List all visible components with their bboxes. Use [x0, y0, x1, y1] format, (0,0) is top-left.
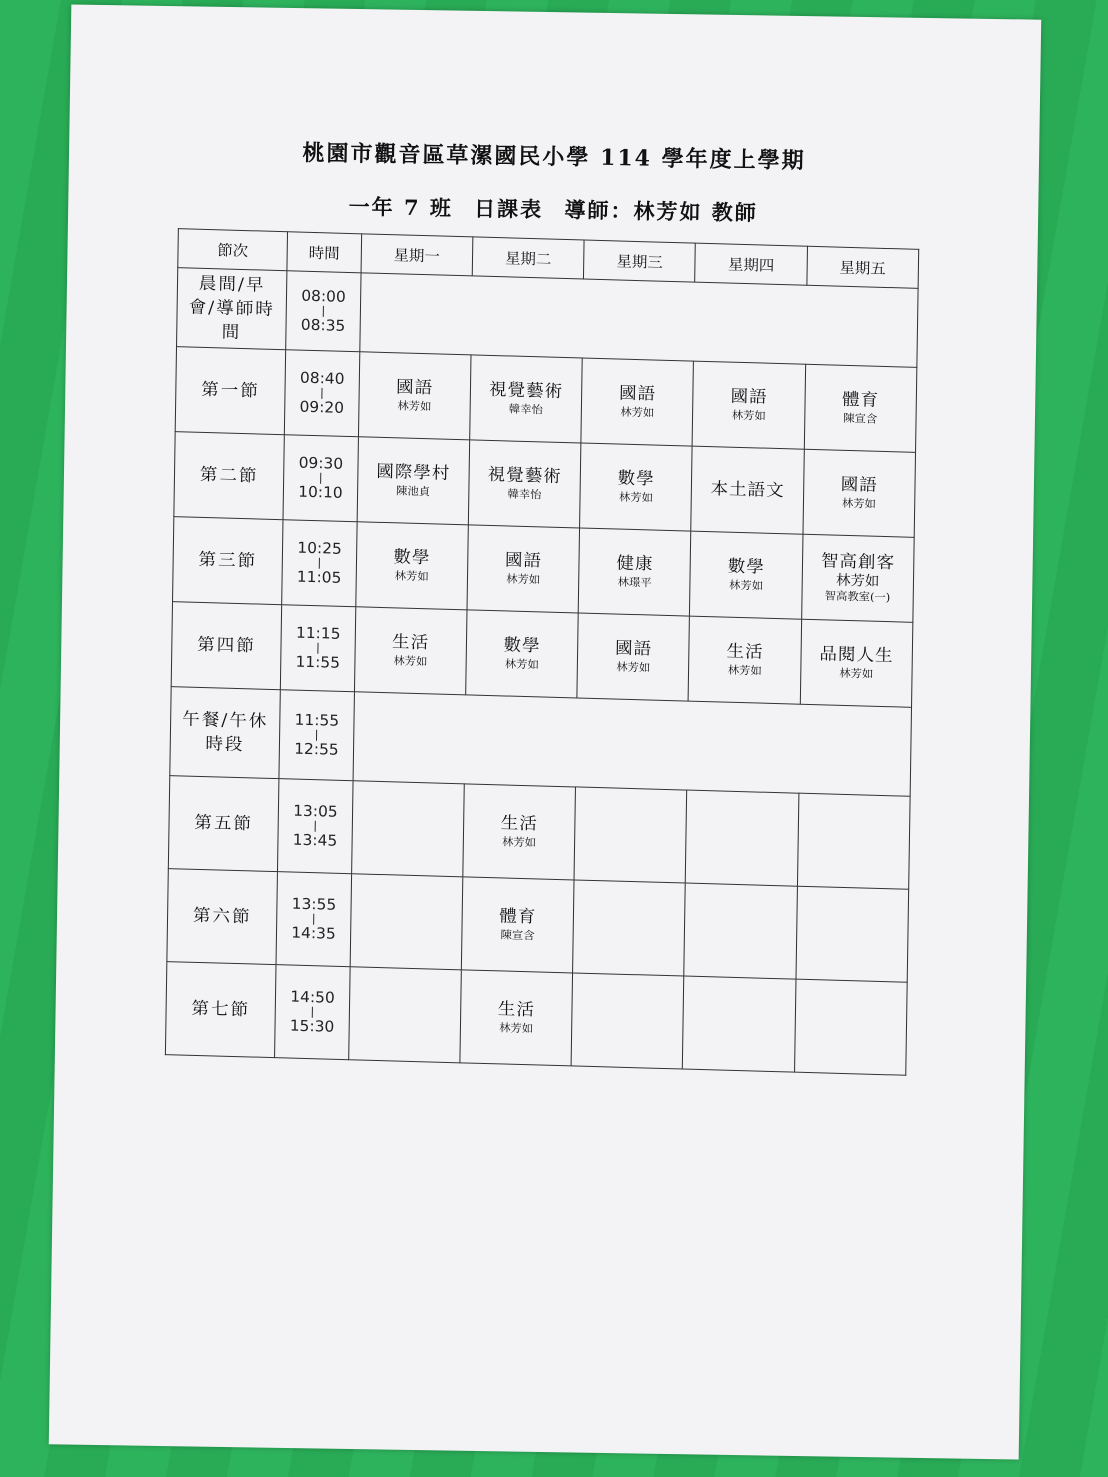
class-cell [468, 440, 581, 528]
period-label: 第四節 [171, 602, 282, 690]
teacher-name: 林芳如 [835, 572, 880, 590]
class-cell [348, 967, 461, 1063]
class-cell [800, 619, 913, 707]
teacher-name: 林芳如 [839, 666, 874, 681]
class-cell [801, 534, 914, 622]
time-separator: | [318, 471, 323, 485]
time-cell [276, 872, 351, 967]
class-cell [578, 528, 691, 616]
teacher-name: 林璟平 [617, 575, 652, 590]
start-time: 08:40 [299, 368, 345, 388]
class-cell [358, 352, 471, 440]
period-label: 第五節 [168, 776, 279, 872]
class-cell [470, 355, 583, 443]
class-cell [461, 877, 574, 973]
paper-sheet [49, 4, 1041, 1459]
teacher-name: 林芳如 [504, 657, 539, 672]
period-label: 第七節 [165, 962, 276, 1058]
class-cell [354, 607, 467, 695]
teacher-name: 林芳如 [731, 408, 766, 423]
time-cell [281, 605, 356, 692]
class-cell [581, 358, 694, 446]
class-title [68, 186, 1038, 231]
subject-name: 數學 [393, 547, 431, 569]
class-cell [797, 793, 910, 889]
class-cell [355, 522, 468, 610]
teacher-name: 林芳如 [841, 496, 877, 511]
start-time: 09:30 [298, 453, 344, 473]
subject-name: 健康 [616, 553, 654, 575]
class-cell [804, 364, 917, 452]
col-header-mon: 星期一 [361, 234, 473, 276]
class-cell [357, 437, 470, 525]
end-time: 09:20 [299, 397, 345, 417]
room-name: 智高教室(一) [824, 589, 891, 605]
class-cell [684, 883, 797, 979]
class-cell [686, 790, 799, 886]
time-cell [282, 520, 357, 607]
subject-name: 數學 [727, 556, 766, 578]
col-header-thu: 星期四 [695, 243, 807, 285]
schedule-body [165, 268, 918, 1076]
start-time: 11:15 [295, 623, 341, 643]
subject-name: 體育 [841, 389, 880, 411]
col-header-fri: 星期五 [807, 246, 919, 288]
subject-name: 國語 [730, 386, 768, 408]
class-cell [351, 781, 464, 877]
class-cell [571, 973, 684, 1069]
merged-empty-cell [353, 692, 912, 797]
subject-name: 國語 [395, 377, 434, 399]
teacher-name: 陳宣含 [843, 411, 878, 426]
teacher-name: 林芳如 [393, 654, 428, 669]
time-separator: | [310, 1005, 315, 1019]
teacher-name: 林芳如 [729, 578, 764, 593]
end-time: 11:05 [296, 567, 342, 587]
period-label: 第三節 [173, 517, 284, 605]
time-separator: | [314, 728, 319, 742]
time-separator: | [311, 912, 316, 926]
time-separator: | [313, 819, 318, 833]
col-header-time: 時間 [287, 232, 361, 273]
time-separator: | [321, 304, 326, 318]
end-time: 10:10 [298, 482, 343, 502]
time-separator: | [317, 556, 322, 570]
class-cell [803, 449, 916, 537]
teacher-name: 林芳如 [499, 1021, 534, 1036]
subject-name: 生活 [726, 641, 764, 663]
col-header-tue: 星期二 [472, 237, 584, 279]
time-separator: | [319, 386, 325, 400]
school-title: 桃園市觀音區草漯國民小學 114 學年度上學期 [302, 140, 806, 175]
period-label [170, 687, 281, 779]
start-time: 14:50 [290, 987, 335, 1007]
class-cell [467, 525, 580, 613]
class-cell [466, 610, 579, 698]
schedule-table [165, 228, 919, 1076]
subject-name: 生活 [497, 999, 536, 1021]
teacher-name: 林芳如 [397, 399, 432, 414]
subject-name: 智高創客 [820, 551, 896, 574]
teacher-name: 林芳如 [506, 572, 541, 587]
subject-name: 視覺藝術 [488, 379, 564, 402]
time-cell [283, 435, 358, 522]
class-cell [691, 446, 804, 534]
end-time: 12:55 [294, 739, 339, 759]
subject-name: 本土語文 [710, 479, 785, 502]
class-name: 一年 7 班 [348, 193, 454, 221]
col-header-wed: 星期三 [584, 240, 696, 282]
teacher-name: 林芳如 [501, 835, 537, 850]
subject-name: 生活 [500, 813, 539, 835]
teacher-name: 林芳如 [618, 490, 654, 505]
teacher-name: 林芳如 [727, 663, 762, 678]
teacher-name: 林芳如 [620, 405, 655, 420]
subject-name: 數學 [617, 468, 655, 490]
period-label [177, 268, 288, 350]
class-cell [693, 361, 806, 449]
table-row [165, 962, 907, 1076]
table-name: 日課表 [473, 195, 544, 222]
time-cell [285, 350, 360, 437]
class-cell [580, 443, 693, 531]
subject-name: 數學 [503, 635, 541, 657]
class-cell [794, 979, 907, 1075]
class-cell [574, 787, 687, 883]
class-cell [796, 886, 909, 982]
class-cell [577, 613, 690, 701]
time-cell [286, 271, 361, 352]
subject-name: 視覺藝術 [487, 464, 563, 487]
class-cell [460, 970, 573, 1066]
subject-name: 國語 [840, 474, 878, 496]
teacher-name: 韓幸怡 [507, 487, 542, 502]
end-time: 11:55 [295, 652, 341, 672]
end-time: 15:30 [289, 1016, 335, 1036]
teacher-name: 林芳如 [616, 660, 651, 675]
lunch-label: 午餐/午休時段 [182, 709, 269, 756]
time-cell [278, 779, 353, 874]
time-cell [275, 965, 350, 1060]
end-time: 08:35 [300, 315, 346, 335]
start-time: 11:55 [294, 710, 340, 730]
subject-name: 生活 [391, 632, 430, 654]
start-time: 13:05 [293, 801, 338, 821]
teacher-name: 林芳如 [394, 569, 429, 584]
class-cell [350, 874, 463, 970]
subject-name: 國際學村 [376, 461, 451, 484]
start-time: 10:25 [297, 538, 342, 558]
subject-name: 國語 [504, 550, 543, 572]
class-cell [689, 616, 802, 704]
teacher-name: 韓幸怡 [508, 402, 543, 417]
mentor-name: 導師：林芳如 教師 [564, 197, 758, 226]
start-time: 13:55 [291, 894, 337, 914]
subject-name: 國語 [618, 383, 657, 405]
class-cell [573, 880, 686, 976]
subject-name: 國語 [614, 638, 653, 660]
time-separator: | [315, 641, 321, 655]
period-label: 第二節 [174, 432, 285, 520]
class-cell [683, 976, 796, 1072]
start-time: 08:00 [301, 286, 346, 306]
class-cell [463, 784, 576, 880]
end-time: 13:45 [292, 830, 338, 850]
time-cell [279, 690, 354, 781]
morning-label: 晨間/早會/導師時間 [188, 273, 276, 343]
col-header-period: 節次 [178, 229, 288, 271]
teacher-name: 陳宣含 [500, 928, 535, 943]
period-label: 第六節 [167, 869, 278, 965]
class-cell [690, 531, 803, 619]
subject-name: 體育 [499, 906, 537, 928]
teacher-name: 陳池貞 [395, 484, 431, 499]
subject-name: 品閱人生 [819, 644, 894, 667]
period-label: 第一節 [175, 347, 286, 435]
end-time: 14:35 [291, 923, 336, 943]
